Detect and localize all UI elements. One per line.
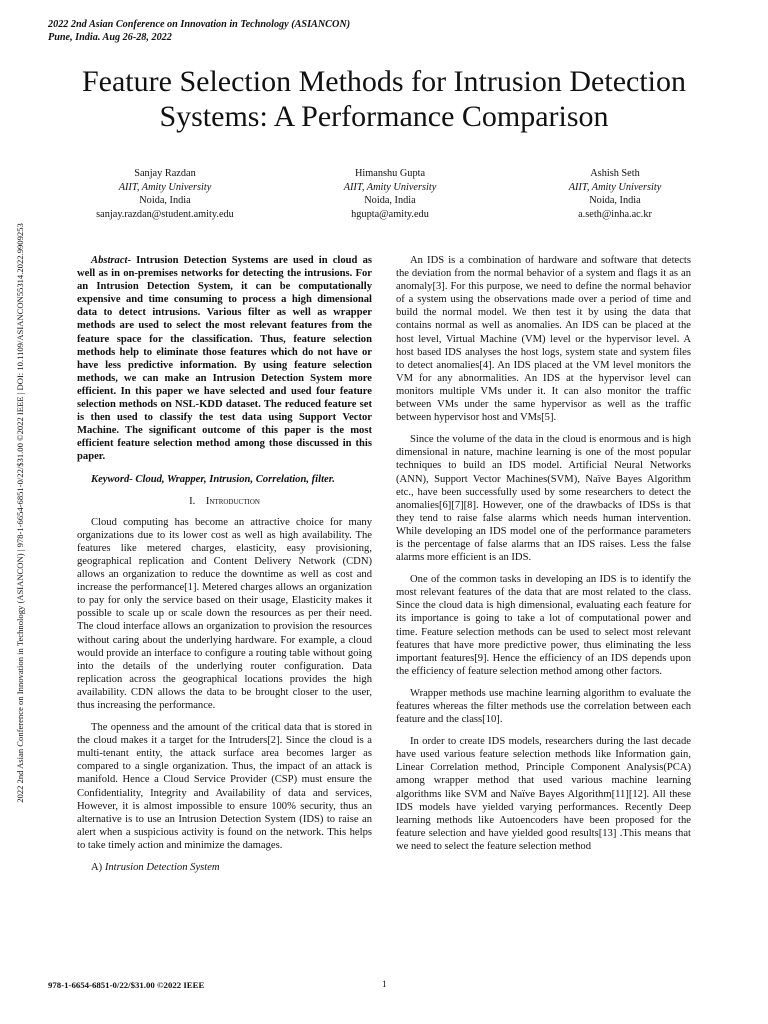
paper-title — [40, 64, 728, 134]
author-email: hgupta@amity.edu — [351, 208, 429, 220]
keywords: Keyword- Cloud, Wrapper, Intrusion, Correlation, filter. — [91, 473, 335, 485]
author-1 — [60, 167, 270, 221]
author-3 — [510, 167, 720, 221]
author-location: Noida, India — [139, 195, 191, 206]
author-affiliation: AIIT, Amity University — [343, 181, 437, 193]
title-line-1: Feature Selection Methods for Intrusion Detection — [81, 65, 686, 98]
abstract — [77, 254, 372, 464]
title-line-2: Systems: A Performance Comparison — [159, 100, 609, 133]
author-name: Himanshu Gupta — [354, 168, 426, 179]
author-location: Noida, India — [364, 195, 416, 206]
author-email: sanjay.razdan@student.amity.edu — [96, 208, 234, 220]
abstract-lead: Abstract — [91, 255, 128, 266]
paragraph: The openness and the amount of the critical data that is stored in the cloud makes it a target for the Intruders[2]. Since the cloud is a multi-tenant entity, the attack surface area becomes larger as compared to a single organization. Thus, the impact of an attack is manifold. Hence a Cloud Service Provider (CSP) must ensure the Confidentiality, Integrity and Availability of data and services, However, it is almost impossible to ensure 100% security, thus an alternative is to use an Intrusion Detection System (IDS) to raise an alert when a suspicious activity is found on the network. This helps to take timely action and minimize the damages. — [77, 722, 372, 851]
right-column — [396, 254, 691, 862]
footer-isbn: 978-1-6654-6851-0/22/$31.00 ©2022 IEEE — [48, 980, 205, 990]
paragraph: In order to create IDS models, researchers during the last decade have used various feature selection methods like Information gain, Linear Correlation method, Principle Component Analysis(PCA) among wrapper method that used various machine learning algorithms like SVM and Naïve Bayes Algorithm[11][12]. All these IDS models have yielded varying performances. Recently Deep learning methods like Autoencoders have been proposed for the feature selection and have yielded good results[13] .This means that we need to select the feature selection method — [396, 736, 691, 852]
author-name: Sanjay Razdan — [134, 168, 196, 179]
page-number: 1 — [382, 980, 387, 990]
paragraph: Since the volume of the data in the cloud is enormous and is high dimensional in nature, machine learning is one of the most popular techniques to build an IDS model. Artificial Neural Networks (ANN), Support Vector Machines(SVM), Naïve Bayes Algorithm etc., have been successfully used by some researchers to detect the anomalies[6][7][8]. However, one of the drawbacks of IDSs is that they tend to raise false alarms which needs human intervention. While developing an IDS model one of the performance parameters is the percentage of false alarms that an IDS raises. Less the false alarms more efficient is an IDS. — [396, 434, 691, 564]
conference-name: 2022 2nd Asian Conference on Innovation in Technology (ASIANCON) — [48, 19, 351, 30]
section-heading-introduction — [77, 495, 372, 508]
subsection-heading — [77, 861, 372, 874]
subsection-number: A) — [91, 862, 103, 874]
paragraph: Cloud computing has become an attractive choice for many organizations due to its lower cost as well as high availability. The features like metered charges, elasticity, easy provisioning, geographical replication and Content Delivery Network (CDN) allows an organization to reduce the downtime as well as cost and increase the performance[1]. Metered charges allows an organization to pay for only the service based on their usage, Elasticity makes it possible to scale up or scale down the resources as per their need. The cloud interface allows an organization to provision the resources without caring about the underlying hardware. For example, a cloud would provide an interface to configure a routing table without going into the details of the underlying router configuration. Data replication across the geographical locations provides the high availability. CDN allows the data to be brought closer to the user, thus increasing the performance. — [77, 516, 372, 711]
author-name: Ashish Seth — [590, 168, 640, 179]
author-block — [60, 167, 720, 221]
left-column — [77, 254, 372, 883]
author-2 — [285, 167, 495, 221]
author-email: a.seth@inha.ac.kr — [578, 208, 652, 220]
doi-sidebar-text: 2022 2nd Asian Conference on Innovation in Technology (ASIANCON) | 978-1-6654-6851-0/22/$31.00 ©2022 IEEE | DOI: 10.1109/ASIANCON55314.2022.9909253 — [15, 222, 25, 803]
section-number: I. — [189, 495, 196, 507]
paragraph: One of the common tasks in developing an IDS is to identify the most relevant features of the data that are most related to the class. Since the cloud data is high dimensional, evaluating each feature for its importance is going to take a lot of computational power and time. Feature selection methods can be used to select most relevant features that have more predictive power, thus eliminating the less important features[9]. Hence the efficiency of an IDS depends upon the efficiency of feature selection method among other factors. — [396, 574, 691, 677]
conference-header — [48, 18, 350, 44]
doi-sidebar — [10, 185, 30, 840]
author-affiliation: AIIT, Amity University — [118, 181, 212, 193]
subsection-title: Intrusion Detection System — [104, 862, 220, 874]
paragraph: An IDS is a combination of hardware and software that detects the deviation from the normal behavior of a system and flags it as an anomaly[3]. For this purpose, we need to define the normal behavior of a system using the observations made over a period of time and build the normal model. We then test it by using the data that contains normal as well as anomalies. An IDS can be placed at the host level, Virtual Machine (VM) level or the hypervisor level. A host based IDS analyses the host logs, system state and system files to detect anomalies[4]. An IDS placed at the VM level monitors the VM for any abnormalities. An IDS at the hypervisor level can monitors multiple VMs under it. It can also monitor the traffic between VMs under the same hypervisor as well as the traffic between hypervisor host and VMs[5]. — [396, 255, 691, 424]
abstract-body: - Intrusion Detection Systems are used in cloud as well as in on-premises networks for detecting the intrusions. For an Intrusion Detection System, it can be computationally expensive and time consuming to process a high dimensional data to detect intrusions. Various filter as well as wrapper methods are used to select the most relevant features from the feature space for the classification. Thus, feature selection methods help to eliminate those features which do not have or have less predictive information. By using feature selection methods, we can make an Intrusion Detection System more efficient. In this paper we have selected and used four feature selection methods on NSL-KDD dataset. The reduced feature set is then used to classify the test data using Support Vector Machine. The significant outcome of this paper is the most efficient feature selection method among those discussed in this paper. — [77, 255, 372, 463]
author-affiliation: AIIT, Amity University — [568, 181, 662, 193]
section-title: Introduction — [205, 495, 260, 507]
conference-location: Pune, India. Aug 26-28, 2022 — [48, 32, 172, 43]
paragraph: Wrapper methods use machine learning algorithm to evaluate the features whereas the filter methods use the correlation between each feature and the class[10]. — [396, 687, 691, 726]
author-location: Noida, India — [589, 195, 641, 206]
